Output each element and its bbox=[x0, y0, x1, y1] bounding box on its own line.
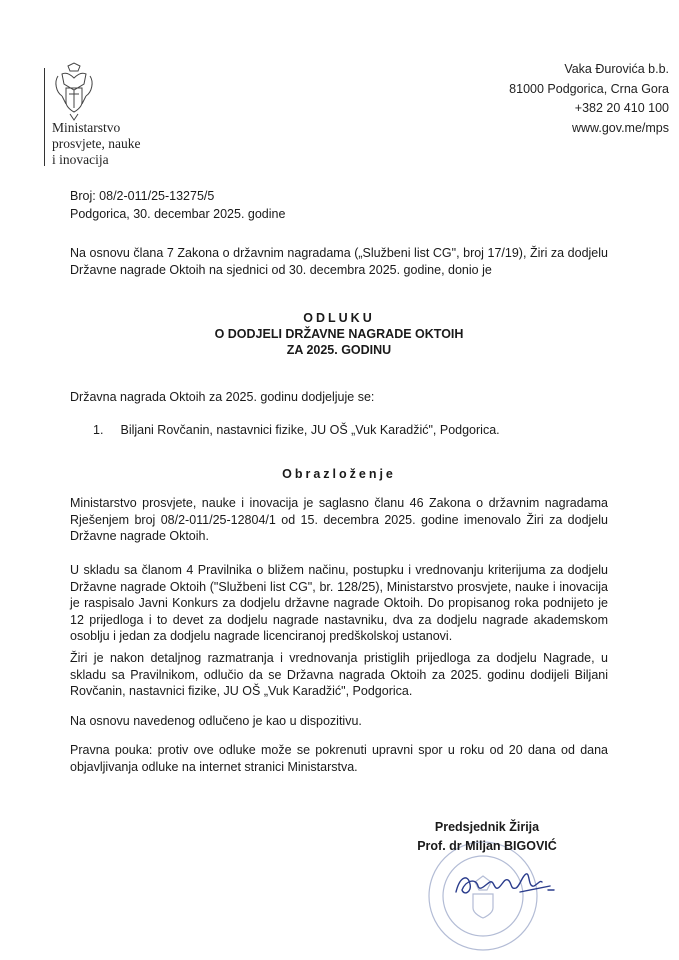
decision-title-line: ODLUKU bbox=[303, 311, 375, 325]
header-divider-line bbox=[44, 68, 45, 166]
reference-number: Broj: 08/2-011/25-13275/5 bbox=[70, 189, 215, 203]
list-item-text: Biljani Rovčanin, nastavnici fizike, JU OŠ „Vuk Karadžić", Podgorica. bbox=[120, 423, 500, 437]
list-item-number: 1. bbox=[93, 423, 104, 437]
reference-place-date: Podgorica, 30. decembar 2025. godine bbox=[70, 207, 286, 221]
handwritten-signature-icon bbox=[450, 862, 560, 902]
reasoning-paragraph: U skladu sa članom 4 Pravilnika o bližem načinu, postupku i vrednovanju kriterijuma za dodjelu Državne nagrade Oktoih ("Službeni list CG", br. 128/25), Ministarstvo prosvjete, nauke i inovacija je raspisalo Javni Konkurs za dodjelu državne nagrade Oktoih. Do propisanog roka podnijeto je 12 prijedloga i to devet za dodjelu nagrade nastavniku, dva za dodjelu nagrade akademskom osoblju i jedan za dodjelu nagrade licenciranoj predškolskoj ustanovi. bbox=[70, 563, 608, 643]
ministry-address bbox=[509, 60, 669, 138]
decision-title bbox=[70, 310, 608, 358]
reasoning-paragraph: Na osnovu navedenog odlučeno je kao u dispozitivu. bbox=[70, 714, 362, 728]
ministry-name-line: i inovacija bbox=[52, 152, 109, 167]
address-website: www.gov.me/mps bbox=[571, 120, 669, 135]
decision-lead: Državna nagrada Oktoih za 2025. godinu dodjeljuje se: bbox=[70, 390, 375, 404]
signatory-name: Prof. dr Miljan BIGOVIĆ bbox=[417, 839, 557, 853]
ministry-name bbox=[52, 120, 140, 168]
list-item bbox=[93, 423, 500, 437]
decision-title-line: O DODJELI DRŽAVNE NAGRADE OKTOIH bbox=[214, 327, 464, 341]
address-street: Vaka Đurovića b.b. bbox=[564, 62, 669, 76]
ministry-name-line: prosvjete, nauke bbox=[52, 136, 141, 151]
signatory-role: Predsjednik Žirija bbox=[434, 820, 540, 834]
reasoning-paragraph: Ministarstvo prosvjete, nauke i inovacija je saglasno članu 46 Zakona o državnim nagradama Rješenjem broj 08/2-011/25-12804/1 od 15. decembra 2025. godine imenovalo Žiri za dodjelu Državne nagrade Oktoih. bbox=[70, 496, 608, 543]
decision-title-line: ZA 2025. GODINU bbox=[286, 343, 392, 357]
address-city: 81000 Podgorica, Crna Gora bbox=[509, 81, 669, 96]
address-phone: +382 20 410 100 bbox=[574, 101, 669, 115]
reasoning-paragraph: Žiri je nakon detaljnog razmatranja i vrednovanja pristiglih prijedloga za dodjelu Nagrade, u skladu sa Pravilnikom, odlučio da se Državna nagrada Oktoih za 2025. godinu dodijeli Biljani Rovčanin, nastavnici fizike, JU OŠ „Vuk Karadžić", Podgorica. bbox=[70, 651, 608, 698]
ministry-name-line: Ministarstvo bbox=[52, 120, 121, 135]
reasoning-paragraph: Pravna pouka: protiv ove odluke može se pokrenuti upravni spor u roku od 20 dana od dana objavljivanja odluke na internet stranici Ministarstva. bbox=[70, 743, 608, 774]
document-reference bbox=[70, 187, 285, 223]
signature-block bbox=[412, 818, 562, 856]
reasoning-heading: Obrazloženje bbox=[282, 467, 396, 481]
intro-paragraph: Na osnovu člana 7 Zakona o državnim nagradama („Službeni list CG", broj 17/19), Žiri za dodjelu Državne nagrade Oktoih na sjednici od 30. decembra 2025. godine, donio je bbox=[70, 246, 608, 277]
